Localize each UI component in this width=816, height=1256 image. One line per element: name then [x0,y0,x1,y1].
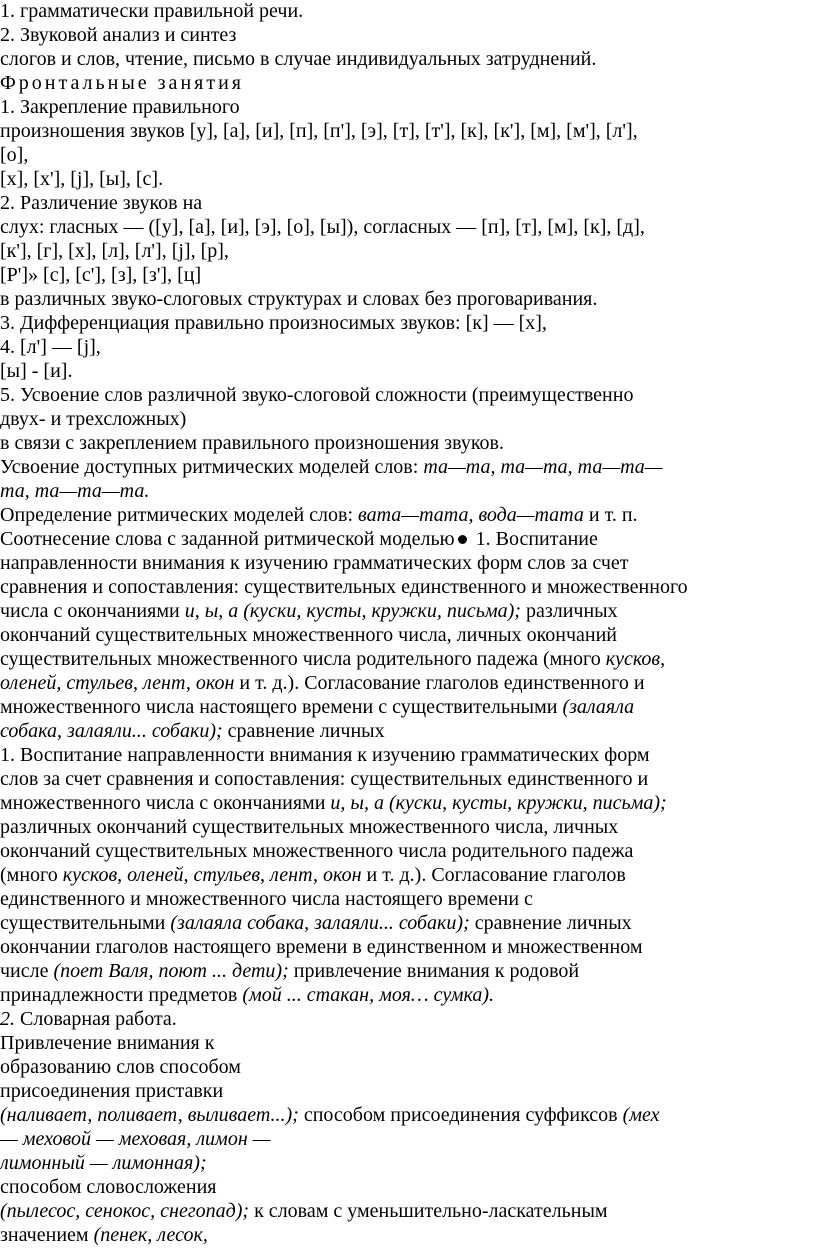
text-line: единственного и множественного числа настоящего времени с [0,888,533,910]
text-line: различных окончаний существительных множественного числа, личных [0,816,619,838]
text-line: Привлечение внимания к [0,1032,215,1054]
text-line: окончаний существительных множественного числа родительного падежа [0,840,634,862]
text-line: (пылесос, сенокос, снегопад); к словам с уменьшительно-ласкательным [0,1200,608,1222]
text-line: 1. Закрепление правильного [0,96,240,118]
section-heading: Фронтальные занятия [0,72,244,94]
text-line: 3. Дифференциация правильно произносимых звуков: [к] — [х], [0,312,547,334]
text-line: 5. Усвоение слов различной звуко-слоговой сложности (преимущественно [0,384,634,406]
text-line: произношения звуков [у], [а], [и], [п], [п'], [э], [т], [т'], [к], [к'], [м], [м'], [л'], [0,120,638,142]
text-line: 2. Звуковой анализ и синтез [0,24,237,46]
text-line: та, та—та—та. [0,480,150,502]
text-line: слов за счет сравнения и сопоставления: существительных единственного и [0,768,649,790]
text-line: (много кусков, оленей, стульев, лент, окон и т. д.). Согласование глаголов [0,864,626,886]
text-line: [х], [х'], [j], [ы], [с]. [0,168,164,190]
text-line: в связи с закреплением правильного произношения звуков. [0,432,504,454]
text-line: [Р']» [с], [с'], [з], [з'], [ц] [0,264,202,286]
text-line: направленности внимания к изучению грамматических форм слов за счет [0,552,629,574]
text-line: Соотнесение слова с заданной ритмической моделью 1. Воспитание [0,528,598,550]
text-line: окончании глаголов настоящего времени в единственном и множественном [0,936,643,958]
text-line: образованию слов способом [0,1056,241,1078]
text-line: принадлежности предметов (мой ... стакан, моя… сумка). [0,984,495,1006]
text-line: двух- и трехсложных) [0,408,187,430]
text-line: 1. грамматически правильной речи. [0,0,304,22]
text-line: присоединения приставки [0,1080,224,1102]
text-line: существительных множественного числа родительного падежа (много кусков, [0,648,666,670]
text-line: способом словосложения [0,1176,217,1198]
text-line: 4. [л'] — [j], [0,336,101,358]
text-line: [о], [0,144,29,166]
text-line: 1. Воспитание направленности внимания к изучению грамматических форм [0,744,650,766]
bullet-icon [458,535,467,544]
text-line: 2. Словарная работа. [0,1008,177,1030]
text-line: множественного числа с окончаниями и, ы, а (куски, кусты, кружки, письма); [0,792,667,814]
text-line: 2. Различение звуков на [0,192,203,214]
text-line: в различных звуко-слоговых структурах и словах без проговаривания. [0,288,598,310]
text-line: — меховой — меховая, лимон — [0,1128,271,1150]
text-line: числе (поет Валя, поют ... дети); привлечение внимания к родовой [0,960,580,982]
text-line: множественного числа настоящего времени с существительными (залаяла [0,696,635,718]
text-line: [ы] - [и]. [0,360,73,382]
text-line: оленей, стульев, лент, окон и т. д.). Согласование глаголов единственного и [0,672,645,694]
text-line: существительными (залаяла собака, залаяли... собаки); сравнение личных [0,912,632,934]
text-line: [к'], [г], [х], [л], [л'], [j], [р], [0,240,229,262]
text-line: значением (пенек, лесок, [0,1224,208,1246]
text-line: сравнения и сопоставления: существительных единственного и множественного [0,576,688,598]
text-line: лимонный — лимонная); [0,1152,207,1174]
text-line: числа с окончаниями и, ы, а (куски, кусты, кружки, письма); различных [0,600,618,622]
text-line: слогов и слов, чтение, письмо в случае индивидуальных затруднений. [0,48,597,70]
text-line: слух: гласных — ([у], [а], [и], [э], [о], [ы]), согласных — [п], [т], [м], [к], [д], [0,216,645,238]
text-line: (наливает, поливает, выливает...); способом присоединения суффиксов (мех [0,1104,660,1126]
text-line: собака, залаяли... собаки); сравнение личных [0,720,385,742]
text-line: Определение ритмических моделей слов: вата—тата, вода—тата и т. п. [0,504,638,526]
text-line: окончаний существительных множественного числа, личных окончаний [0,624,618,646]
text-line: Усвоение доступных ритмических моделей слов: та—та, та—та, та—та— [0,456,663,478]
